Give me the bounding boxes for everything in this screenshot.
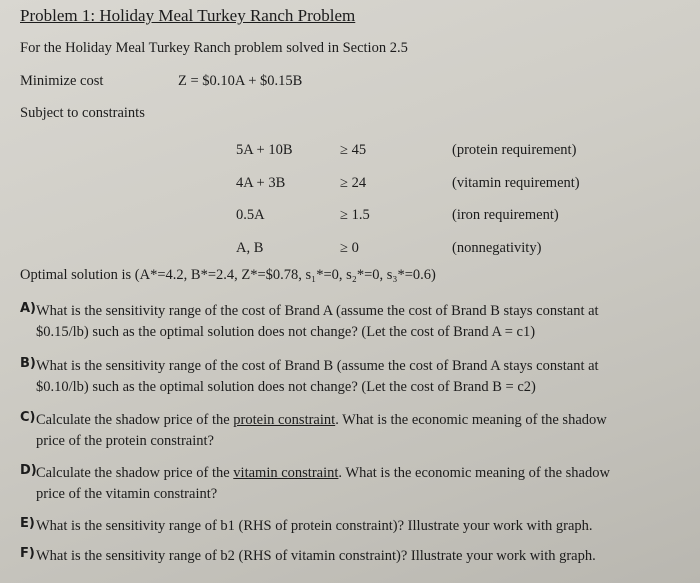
question-text-line: price of the protein constraint? (36, 433, 214, 449)
objective-label: Minimize cost (20, 73, 104, 89)
question-text-line (36, 410, 700, 431)
problem-intro: For the Holiday Meal Turkey Ranch problem solved in Section 2.5 (20, 40, 408, 56)
question-text-line: What is the sensitivity range of b1 (RHS of protein constraint)? Illustrate your work with graph. (36, 518, 593, 534)
constraint-note: (nonnegativity) (452, 240, 542, 256)
question-marker: D) (20, 463, 37, 478)
constraint-expression: 0.5A (236, 207, 265, 223)
protein-constraint-underlined: protein constraint (233, 412, 336, 428)
question-text-post: . What is the economic meaning of the shadow (335, 412, 607, 428)
question-marker: E) (20, 516, 35, 531)
question-marker: F) (20, 546, 35, 561)
constraint-expression: 5A + 10B (236, 142, 293, 158)
question-marker: C) (20, 410, 36, 425)
constraint-note: (iron requirement) (452, 207, 559, 223)
question-marker: B) (20, 356, 36, 371)
question-text-line: $0.15/lb) such as the optimal solution does not change? (Let the cost of Brand A = c1) (36, 324, 536, 340)
objective-equation: Z = $0.10A + $0.15B (178, 73, 303, 89)
constraint-expression: A, B (236, 240, 264, 256)
constraint-inequality: ≥ 24 (340, 175, 367, 191)
vitamin-constraint-underlined: vitamin constraint (233, 465, 339, 481)
constraints-heading: Subject to constraints (20, 105, 145, 121)
question-text-pre: Calculate the shadow price of the (36, 412, 234, 428)
question-text-line: What is the sensitivity range of the cost of Brand B (assume the cost of Brand A stays constant at (36, 358, 599, 374)
constraint-expression: 4A + 3B (236, 175, 286, 191)
question-marker: A) (20, 301, 37, 316)
optimal-solution: Optimal solution is (A*=4.2, B*=2.4, Z*=$0.78, s₁*=0, s₂*=0, s₃*=0.6) (20, 267, 436, 283)
question-text-line: What is the sensitivity range of b2 (RHS of vitamin constraint)? Illustrate your work with graph. (36, 548, 596, 564)
question-text-pre: Calculate the shadow price of the (36, 465, 234, 481)
constraint-inequality: ≥ 1.5 (340, 207, 370, 223)
question-text-line (36, 463, 700, 484)
question-text-line: $0.10/lb) such as the optimal solution does not change? (Let the cost of Brand B = c2) (36, 379, 536, 395)
constraint-note: (vitamin requirement) (452, 175, 580, 191)
constraint-inequality: ≥ 0 (340, 240, 359, 256)
question-text-line: What is the sensitivity range of the cost of Brand A (assume the cost of Brand B stays constant at (36, 303, 599, 319)
question-text-line: price of the vitamin constraint? (36, 486, 218, 502)
constraint-inequality: ≥ 45 (340, 142, 367, 158)
question-text-post: . What is the economic meaning of the shadow (338, 465, 610, 481)
constraint-note: (protein requirement) (452, 142, 577, 158)
problem-title: Problem 1: Holiday Meal Turkey Ranch Problem (20, 6, 356, 25)
